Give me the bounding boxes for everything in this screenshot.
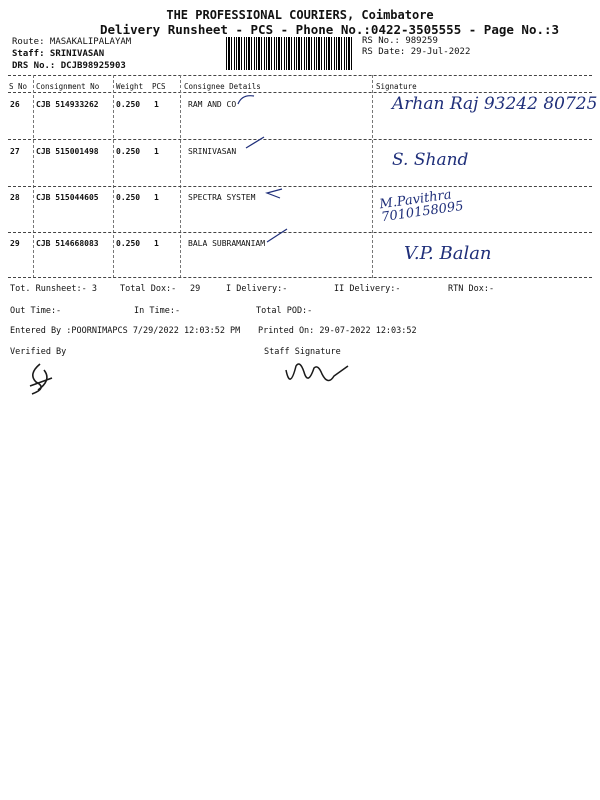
- drs-number: DRS No.: DCJB98925903: [12, 61, 126, 71]
- row-pcs: 1: [154, 239, 159, 248]
- row-pcs: 1: [154, 193, 159, 202]
- tick-mark-icon: [236, 92, 256, 106]
- row-pcs: 1: [154, 100, 159, 109]
- runsheet-subtitle: Delivery Runsheet - PCS - Phone No.:0422-3505555 - Page No.:3: [100, 22, 560, 37]
- entered-by: Entered By :POORNIMAPCS 7/29/2022 12:03:52 PM: [10, 326, 241, 336]
- row-sno: 27: [10, 147, 20, 156]
- staff-signature-label: Staff Signature: [264, 347, 341, 357]
- row-consignment: CJB 514933262: [36, 100, 99, 109]
- col-header-weight: Weight: [116, 82, 144, 91]
- row-sno: 28: [10, 193, 20, 202]
- printed-on: Printed On: 29-07-2022 12:03:52: [258, 326, 417, 336]
- staff-signature-mark: [282, 356, 354, 396]
- row-sno: 26: [10, 100, 20, 109]
- row-signature: Arhan Raj 93242 80725: [392, 94, 598, 114]
- staff-label: Staff: SRINIVASAN: [12, 49, 105, 59]
- col-divider: [372, 75, 373, 278]
- row-pcs: 1: [154, 147, 159, 156]
- row-weight: 0.250: [116, 147, 141, 156]
- row-consignment: CJB 515001498: [36, 147, 99, 156]
- in-time: In Time:-: [134, 306, 181, 316]
- row-consignee: SRINIVASAN: [188, 147, 237, 156]
- i-delivery: I Delivery:-: [226, 284, 288, 294]
- company-title: THE PROFESSIONAL COURIERS, Coimbatore: [166, 8, 434, 22]
- row-signature: S. Shand: [392, 150, 469, 170]
- row-sno: 29: [10, 239, 20, 248]
- col-header-sno: S No: [9, 82, 28, 91]
- barcode-icon: [226, 37, 354, 70]
- row-consignment: CJB 515044605: [36, 193, 99, 202]
- rtn-dox: RTN Dox:-: [448, 284, 495, 294]
- row-divider: [8, 186, 592, 187]
- row-weight: 0.250: [116, 239, 141, 248]
- total-pod: Total POD:-: [256, 306, 313, 316]
- col-header-consignee: Consignee Details: [184, 82, 261, 91]
- col-divider: [33, 75, 34, 278]
- out-time: Out Time:-: [10, 306, 62, 316]
- col-header-pcs: PCS: [152, 82, 166, 91]
- table-top-border: [8, 75, 592, 76]
- tot-runsheet: Tot. Runsheet:- 3: [10, 284, 97, 294]
- row-signature: V.P. Balan: [404, 243, 492, 264]
- row-consignment: CJB 514668083: [36, 239, 99, 248]
- col-divider: [113, 75, 114, 278]
- rs-number: RS No.: 989259: [362, 36, 438, 46]
- row-divider: [8, 232, 592, 233]
- route-label: Route: MASAKALIPALAYAM: [12, 37, 132, 47]
- arrow-mark-icon: [264, 226, 290, 244]
- col-header-signature: Signature: [376, 82, 417, 91]
- row-consignee: RAM AND CO: [188, 100, 237, 109]
- ii-delivery: II Delivery:-: [334, 284, 401, 294]
- verified-signature-mark: [22, 360, 62, 396]
- col-divider: [180, 75, 181, 278]
- verified-by-label: Verified By: [10, 347, 67, 357]
- row-signature: M.Pavithra 7010158095: [378, 187, 465, 226]
- row-consignee: BALA SUBRAMANIAM: [188, 239, 266, 248]
- arrow-mark-icon: [264, 186, 284, 200]
- header-bottom-border: [8, 92, 592, 93]
- row-weight: 0.250: [116, 100, 141, 109]
- row-weight: 0.250: [116, 193, 141, 202]
- total-dox-label: Total Dox:-: [120, 284, 177, 294]
- rs-date: RS Date: 29-Jul-2022: [362, 47, 471, 57]
- table-bottom-border: [8, 277, 592, 278]
- total-dox-value: 29: [190, 284, 201, 294]
- col-header-consignment: Consignment No: [36, 82, 100, 91]
- row-consignee: SPECTRA SYSTEM: [188, 193, 256, 202]
- arrow-mark-icon: [244, 134, 266, 150]
- row-divider: [8, 139, 592, 140]
